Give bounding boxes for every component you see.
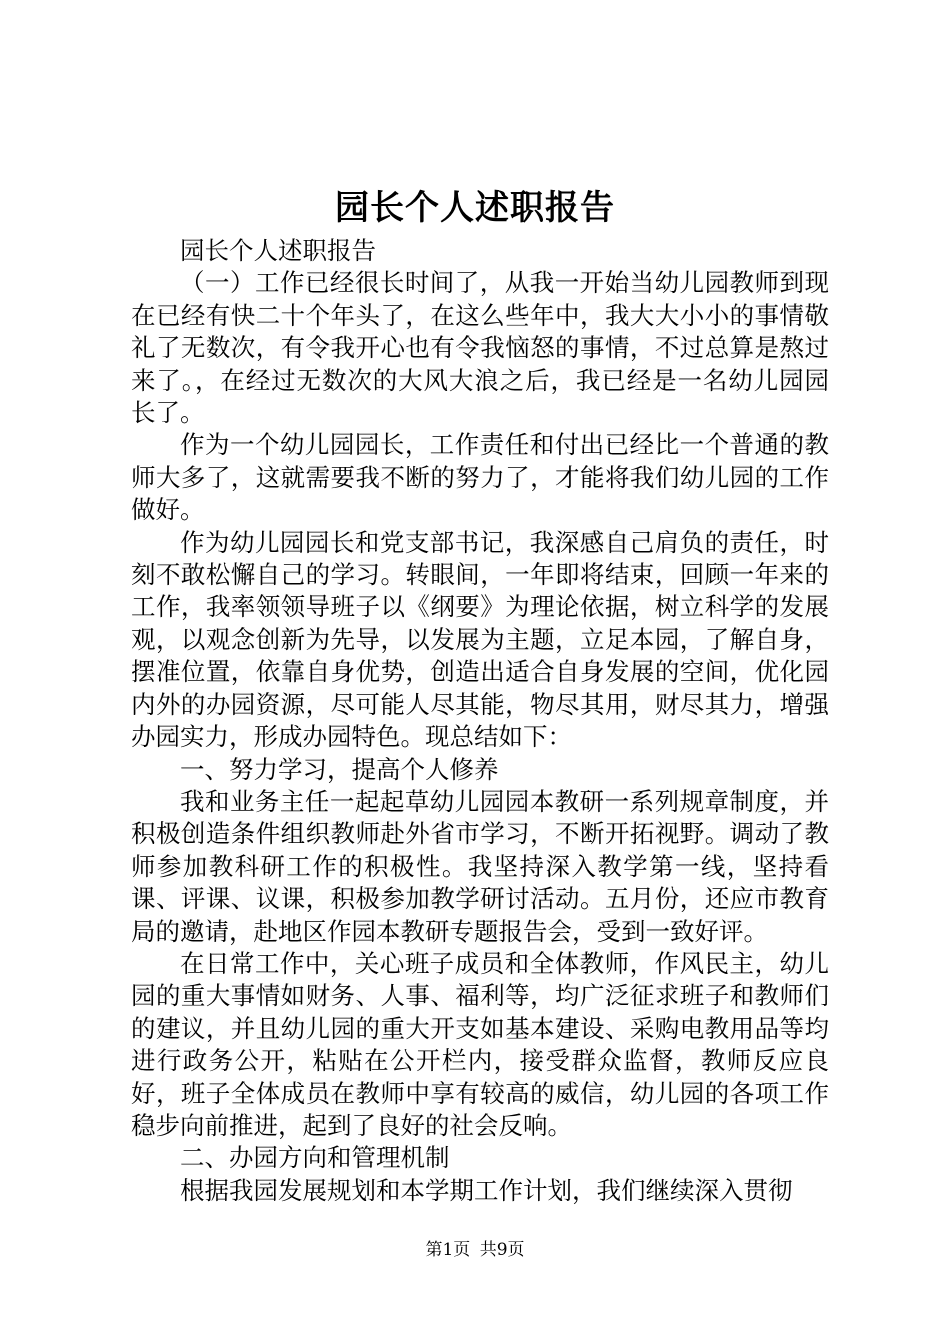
page-total: 共9页 [479, 1240, 525, 1260]
section-heading: 一、努力学习，提高个人修养 [180, 754, 499, 784]
paragraph: （一）工作已经很长时间了，从我一开始当幼儿园教师到现在已经有快二十个年头了，在这么些年中，我大大小小的事情敬礼了无数次，有令我开心也有令我恼怒的事情，不过总算是熬过来了。，在经过无数次的大风大浪之后，我已经是一名幼儿园园长了。 [131, 268, 829, 428]
document-title: 园长个人述职报告 [335, 188, 615, 228]
paragraph-subtitle: 园长个人述职报告 [180, 236, 376, 265]
document-body [131, 235, 829, 1207]
paragraph: 我和业务主任一起起草幼儿园园本教研一系列规章制度，并积极创造条件组织教师赴外省市学习，不断开拓视野。调动了教师参加教科研工作的积极性。我坚持深入教学第一线，坚持看课、评课、议课，积极参加教学研讨活动。五月份，还应市教育局的邀请，赴地区作园本教研专题报告会，受到一致好评。 [131, 786, 829, 946]
page-footer [0, 1238, 950, 1262]
paragraph: 作为幼儿园园长和党支部书记，我深感自己肩负的责任，时刻不敢松懈自己的学习。转眼间，一年即将结束，回顾一年来的工作，我率领领导班子以《纲要》为理论依据，树立科学的发展观，以观念创新为先导，以发展为主题，立足本园，了解自身，摆准位置，依靠自身优势，创造出适合自身发展的空间，优化园内外的办园资源，尽可能人尽其能，物尽其用，财尽其力，增强办园实力，形成办园特色。现总结如下： [131, 527, 829, 752]
paragraph: 在日常工作中，关心班子成员和全体教师，作风民主，幼儿园的重大事情如财务、人事、福利等，均广泛征求班子和教师们的建议，并且幼儿园的重大开支如基本建设、采购电教用品等均进行政务公开，粘贴在公开栏内，接受群众监督，教师反应良好，班子全体成员在教师中享有较高的威信，幼儿园的各项工作稳步向前推进，起到了良好的社会反响。 [131, 948, 829, 1140]
paragraph: 根据我园发展规划和本学期工作计划，我们继续深入贯彻 [180, 1175, 793, 1205]
paragraph: 作为一个幼儿园园长，工作责任和付出已经比一个普通的教师大多了，这就需要我不断的努力了，才能将我们幼儿园的工作做好。 [131, 430, 829, 525]
page-number: 第1页 [425, 1240, 471, 1260]
section-heading: 二、办园方向和管理机制 [180, 1143, 450, 1173]
